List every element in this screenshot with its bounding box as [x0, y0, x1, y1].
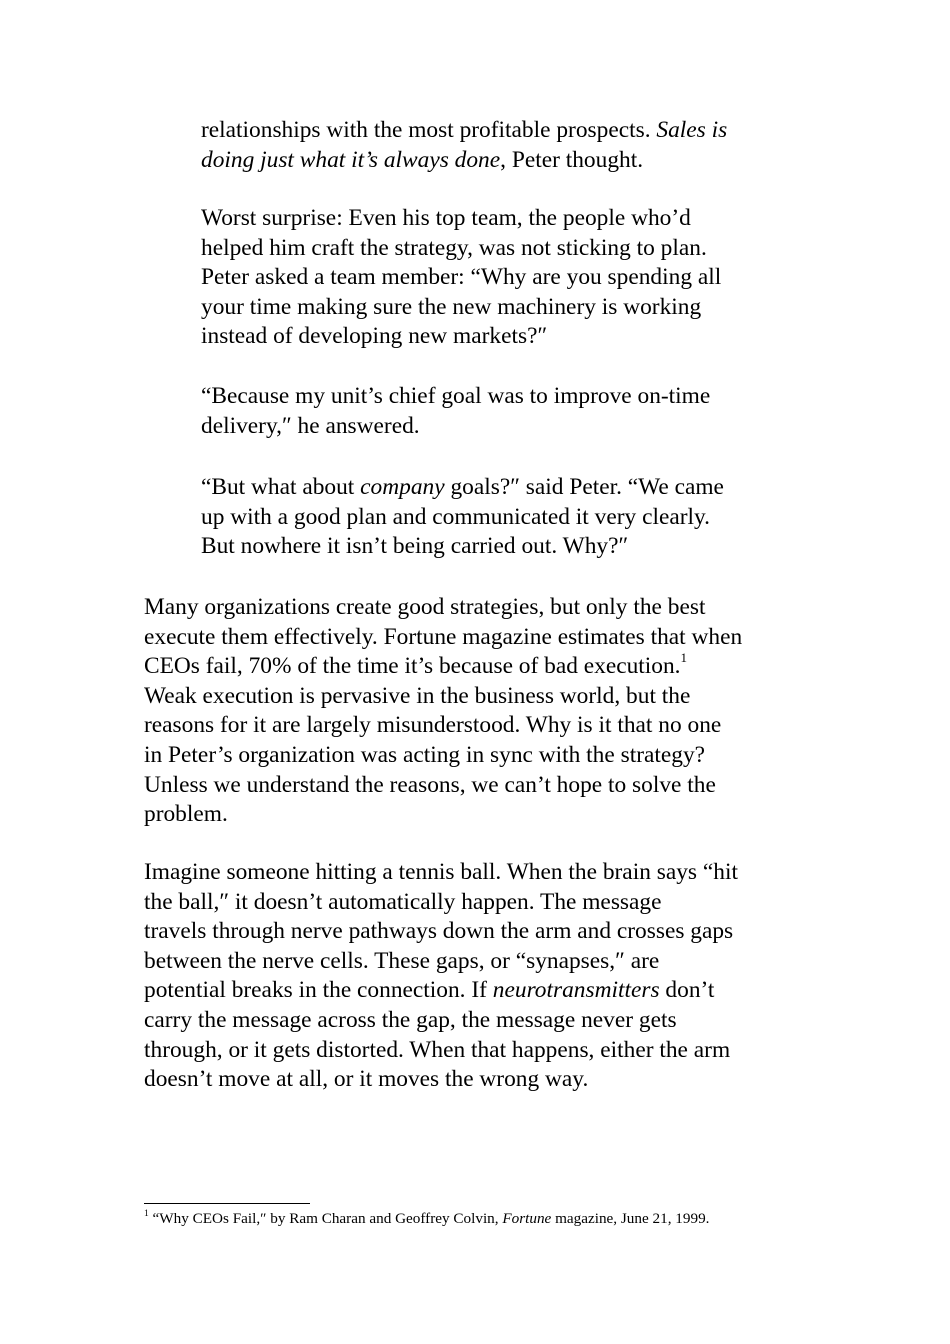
text-line: travels through nerve pathways down the arm and crosses gaps — [144, 918, 734, 945]
text-run: goals?″ said Peter. “We came — [444, 474, 724, 500]
quote-paragraph-2 — [201, 204, 721, 352]
text-line: between the nerve cells. These gaps, or “synapses,″ are — [144, 947, 660, 974]
italic-text: doing just what it’s always done — [201, 146, 501, 173]
text-line: instead of developing new markets?″ — [201, 323, 548, 350]
quote-paragraph-3 — [201, 382, 710, 441]
text-line: Worst surprise: Even his top team, the people who’d — [201, 205, 691, 231]
footnote — [144, 1209, 709, 1229]
text-line: delivery,″ he answered. — [201, 412, 420, 439]
body-paragraph-2 — [144, 858, 738, 1095]
text-line: Peter asked a team member: “Why are you spending all — [201, 264, 722, 291]
text-line: reasons for it are largely misunderstood. Why is it that no one — [144, 712, 722, 739]
footnote-divider — [144, 1203, 310, 1204]
text-line — [201, 146, 727, 176]
body-paragraph-1 — [144, 593, 742, 830]
text-line — [144, 976, 738, 1006]
text-line: “Because my unit’s chief goal was to improve on-time — [201, 383, 711, 409]
text-line: the ball,″ it doesn’t automatically happen. The message — [144, 888, 662, 915]
text-line: Imagine someone hitting a tennis ball. When the brain says “hit — [144, 859, 738, 885]
text-line: in Peter’s organization was acting in sync with the strategy? — [144, 741, 706, 768]
text-line: through, or it gets distorted. When that happens, either the arm — [144, 1036, 731, 1063]
text-run: don’t — [659, 977, 715, 1004]
text-run: relationships with the most profitable prospects. — [201, 117, 657, 143]
quote-paragraph-4 — [201, 473, 724, 562]
italic-text: company — [360, 474, 445, 500]
text-line: Unless we understand the reasons, we can’t hope to solve the — [144, 771, 716, 798]
text-run: potential breaks in the connection. If — [144, 977, 493, 1004]
text-run: “But what about — [201, 474, 361, 500]
text-run: , Peter thought. — [500, 146, 644, 173]
footnote-text: “Why CEOs Fail,″ by Ram Charan and Geoffrey Colvin, — [148, 1210, 503, 1227]
footnote-italic-text: Fortune — [502, 1210, 552, 1227]
text-line: your time making sure the new machinery is working — [201, 293, 702, 320]
text-line: Weak execution is pervasive in the business world, but the — [144, 682, 691, 709]
text-line: up with a good plan and communicated it very clearly. — [201, 503, 711, 530]
text-line: problem. — [144, 801, 228, 828]
quote-paragraph-1 — [201, 116, 727, 175]
footnote-number: 1 — [144, 1208, 149, 1219]
text-line — [201, 116, 727, 146]
text-line — [201, 473, 724, 503]
text-line: helped him craft the strategy, was not sticking to plan. — [201, 234, 707, 261]
italic-text: Sales is — [656, 117, 728, 143]
text-line: doesn’t move at all, or it moves the wrong way. — [144, 1066, 589, 1093]
text-line: But nowhere it isn’t being carried out. Why?″ — [201, 533, 629, 560]
text-line: carry the message across the gap, the message never gets — [144, 1006, 677, 1033]
text-line: execute them effectively. Fortune magazine estimates that when — [144, 623, 743, 650]
text-line — [144, 652, 742, 682]
text-run: CEOs fail, 70% of the time it’s because of bad execution. — [144, 653, 681, 680]
footnote-reference[interactable]: 1 — [680, 650, 688, 666]
text-line: Many organizations create good strategies, but only the best — [144, 594, 706, 620]
footnote-text: magazine, June 21, 1999. — [551, 1210, 710, 1227]
italic-text: neurotransmitters — [492, 977, 660, 1004]
